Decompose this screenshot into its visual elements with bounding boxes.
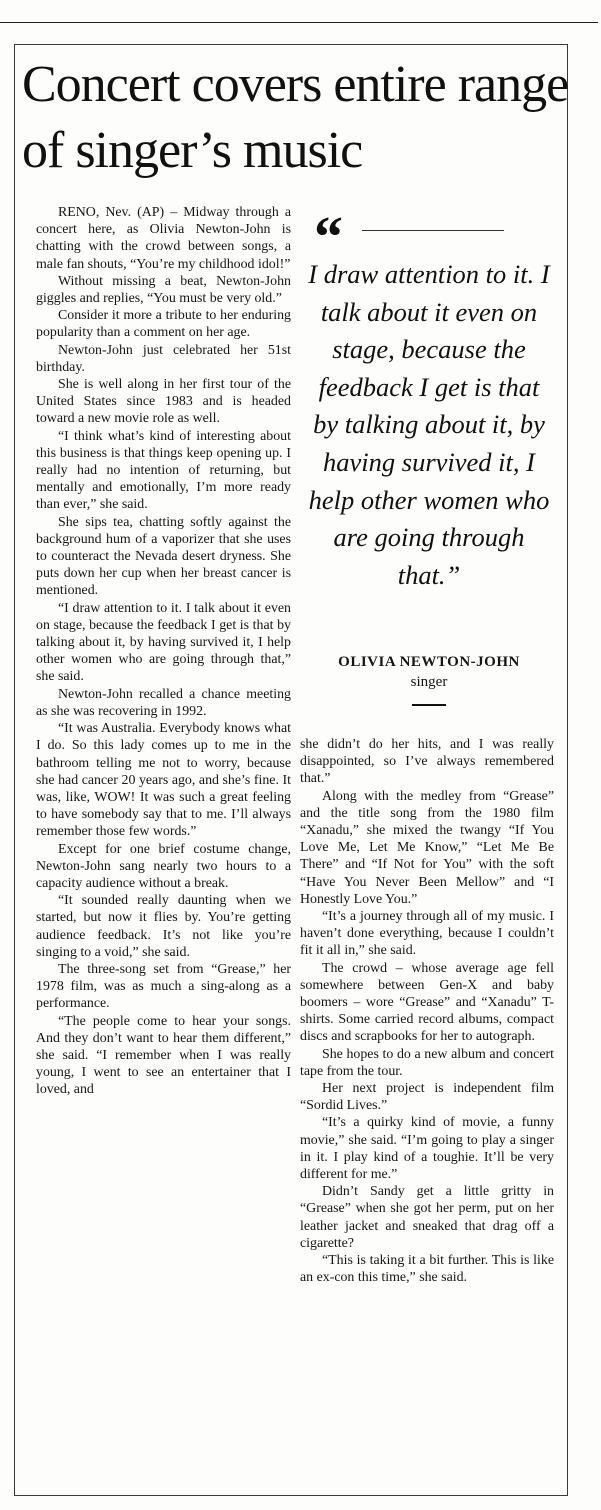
pull-quote-text: I draw attention to it. I talk about it even on stage, because the feedback I get is that by talking about it, by having survived it, I help other women who are going through that.” — [308, 259, 550, 590]
paragraph: “It’s a journey through all of my music. I haven’t done everything, because I couldn’t fit it all in,” she said. — [300, 909, 554, 959]
quote-rule — [362, 230, 504, 231]
quote-mark-icon: “ — [314, 204, 343, 269]
paragraph: She is well along in her first tour of the United States since 1983 and is headed toward a new movie role as well. — [36, 377, 291, 427]
pull-quote-attribution: OLIVIA NEWTON-JOHN — [338, 654, 520, 670]
paragraph: Except for one brief costume change, Newton-John sang nearly two hours to a capacity audience without a break. — [36, 841, 291, 891]
paragraph: Her next project is independent film “Sordid Lives.” — [300, 1081, 554, 1114]
paragraph: The crowd – whose average age fell somewhere between Gen-X and baby boomers – wore “Grease” and “Xanadu” T-shirts. Some carried record albums, compact discs and scrapbooks for her to autograph. — [300, 960, 554, 1045]
paragraph: “It was Australia. Everybody knows what I do. So this lady comes up to me in the bathroom telling me not to worry, because she had cancer 20 years ago, and she’s fine. It was, like, WOW! It was such a great feeling to have somebody say that to me. I’ll always remember those few words.” — [36, 721, 291, 840]
paragraph: RENO, Nev. (AP) – Midway through a concert here, as Olivia Newton-John is chatting with the crowd between songs, a male fan shouts, “You’re my childhood idol!” — [36, 205, 291, 272]
paragraph: she didn’t do her hits, and I was really disappointed, so I’ve always remembered that.” — [300, 737, 554, 787]
right-column — [300, 736, 554, 1287]
paragraph: Newton-John recalled a chance meeting as she was recovering in 1992. — [36, 686, 291, 719]
paragraph: Newton-John just celebrated her 51st birthday. — [36, 342, 291, 375]
paragraph: Along with the medley from “Grease” and the title song from the 1980 film “Xanadu,” she mixed the twangy “If You Love Me, Let Me Know,” “Let Me Be There” and “If Not for You” with the soft “Have You Never Been Mellow” and “I Honestly Love You.” — [300, 788, 554, 907]
paragraph: Consider it more a tribute to her enduring popularity than a comment on her age. — [36, 308, 291, 341]
headline: Concert covers entire range of singer’s music — [22, 56, 569, 179]
attribution-rule — [412, 704, 446, 706]
left-column — [36, 204, 291, 1099]
paragraph: “It sounded really daunting when we started, but now it flies by. You’re getting audience feedback. It’s not like you’re singing to a void,” she said. — [36, 893, 291, 960]
pull-quote-role: singer — [410, 674, 448, 690]
top-rule — [0, 22, 598, 23]
paragraph: She sips tea, chatting softly against the background hum of a vaporizer that she uses to counteract the Nevada desert dryness. She puts down her cup when her breast cancer is mentioned. — [36, 514, 291, 599]
paragraph: “It’s a quirky kind of movie, a funny movie,” she said. “I’m going to play a singer in it. I play kind of a toughie. It’ll be very different for me.” — [300, 1115, 554, 1183]
paragraph: “This is taking it a bit further. This is like an ex-con this time,” she said. — [300, 1253, 554, 1286]
paragraph: Didn’t Sandy get a little gritty in “Grease” when she got her perm, put on her leather jacket and sneaked that drag off a cigarette? — [300, 1184, 554, 1251]
paragraph: She hopes to do a new album and concert tape from the tour. — [300, 1046, 554, 1079]
paragraph: The three-song set from “Grease,” her 1978 film, was as much a sing-along as a performance. — [36, 961, 291, 1012]
paragraph: “I think what’s kind of interesting about this business is that things keep opening up. I really had no intention of returning, but mentally and emotionally, I’m more ready than ever,” she said. — [36, 428, 291, 513]
paragraph: Without missing a beat, Newton-John giggles and replies, “You must be very old.” — [36, 273, 291, 307]
paragraph: “The people come to hear your songs. And they don’t want to hear them different,” she said. “I remember when I was really young, I went to see an entertainer that I loved, and — [36, 1013, 291, 1098]
paragraph: “I draw attention to it. I talk about it even on stage, because the feedback I get is that by talking about it, by having survived it, I help other women who are going through that,” she said. — [36, 600, 291, 685]
